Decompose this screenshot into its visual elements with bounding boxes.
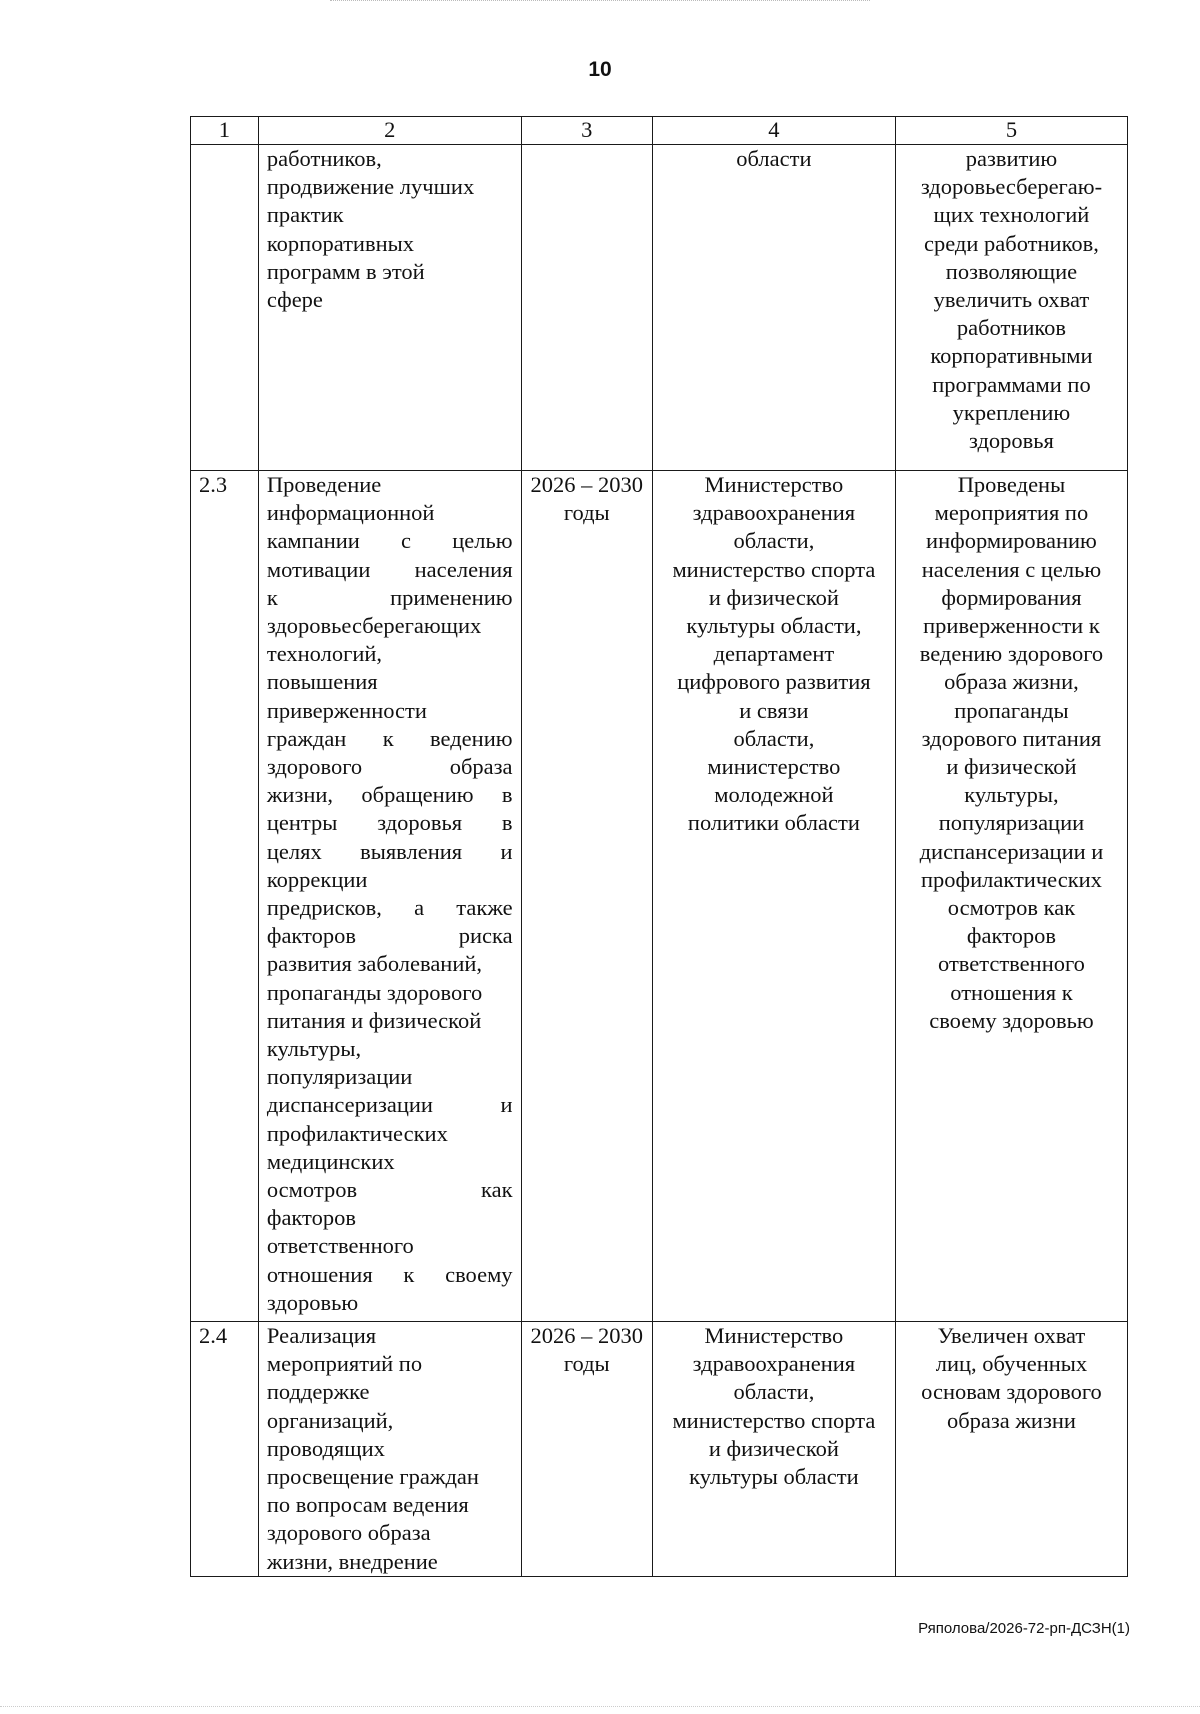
- cell-text-line: Министерство: [704, 1323, 844, 1348]
- cell-text-line: жизни, обращению в: [266, 782, 513, 808]
- expected-result: [895, 145, 1127, 471]
- cell-text-line: годы: [563, 1351, 610, 1377]
- cell-text-line: здоровья: [968, 428, 1054, 454]
- cell-text-line: повышения: [266, 669, 378, 695]
- cell-text-line: ответственного: [266, 1233, 414, 1259]
- cell-text-line: диспансеризации и: [919, 838, 1104, 864]
- cell-text-line: кампании с целью: [266, 528, 513, 554]
- measure-period: [521, 145, 652, 471]
- cell-text-line: 2026 – 2030: [530, 1323, 643, 1348]
- measure-description: [258, 1322, 521, 1577]
- cell-text-line: Проведены: [957, 472, 1066, 497]
- cell-text-line: практик: [266, 202, 344, 228]
- table-row-continued: [191, 145, 1128, 471]
- cell-text-line: культуры,: [964, 782, 1059, 808]
- table-header: [191, 117, 1128, 145]
- cell-text-line: предрисков, а также: [266, 895, 513, 921]
- cell-text-line: здорового питания: [921, 725, 1102, 751]
- header-col-4: 4: [652, 117, 895, 145]
- cell-text-line: укреплению: [952, 399, 1071, 425]
- scan-top-edge: [330, 0, 870, 3]
- cell-text-line: информированию: [926, 528, 1097, 554]
- header-col-1: 1: [191, 117, 259, 145]
- cell-text-line: корпоративными: [930, 343, 1093, 369]
- cell-text-line: здоровьесберегающих: [266, 613, 482, 639]
- cell-text-line: лиц, обученных: [935, 1351, 1088, 1377]
- table-row-2-4: [191, 1322, 1128, 1577]
- responsible-executors: [652, 471, 895, 1322]
- cell-text-line: Министерство: [704, 472, 844, 497]
- cell-text-line: сфере: [266, 287, 323, 313]
- cell-text-line: популяризации: [266, 1064, 413, 1090]
- cell-text-line: к применению: [266, 584, 513, 610]
- document-reference: Ряполова/2026-72-рп-ДСЗН(1): [918, 1620, 1130, 1637]
- cell-text-line: диспансеризации и: [266, 1092, 513, 1118]
- cell-text-line: Реализация: [266, 1323, 377, 1348]
- cell-text-line: проводящих: [266, 1435, 385, 1461]
- cell-text-line: Увеличен охват: [937, 1323, 1086, 1348]
- cell-text-line: работников,: [266, 146, 382, 171]
- expected-result: [895, 471, 1127, 1322]
- cell-text-line: технологий,: [266, 641, 383, 667]
- cell-text-line: просвещение граждан: [266, 1464, 479, 1490]
- cell-text-line: и физической: [708, 584, 839, 610]
- cell-text-line: факторов: [966, 923, 1057, 949]
- cell-text-line: граждан к ведению: [266, 725, 513, 751]
- cell-text-line: области,: [733, 1379, 815, 1405]
- measure-description: [258, 145, 521, 471]
- cell-text-line: здоровьесберегаю-: [920, 174, 1103, 200]
- cell-text-line: своему здоровью: [929, 1007, 1094, 1033]
- cell-text-line: основам здорового: [921, 1379, 1102, 1405]
- row-number: 2.4: [191, 1322, 259, 1577]
- cell-text-line: жизни, внедрение: [266, 1548, 438, 1574]
- cell-text-line: популяризации: [938, 810, 1085, 836]
- cell-text-line: образа жизни: [946, 1407, 1076, 1433]
- cell-text-line: профилактических: [266, 1120, 448, 1146]
- cell-text-line: щих технологий: [933, 202, 1090, 228]
- measure-period: [521, 471, 652, 1322]
- cell-text-line: ведению здорового: [919, 641, 1104, 667]
- measure-period: [521, 1322, 652, 1577]
- responsible-executors: [652, 1322, 895, 1577]
- table-row-2-3: [191, 471, 1128, 1322]
- cell-text-line: образа жизни,: [944, 669, 1079, 695]
- cell-text-line: области,: [733, 528, 815, 554]
- cell-text-line: корпоративных: [266, 230, 414, 256]
- cell-text-line: и связи: [739, 697, 809, 723]
- cell-text-line: факторов риска: [266, 923, 513, 949]
- cell-text-line: департамент: [713, 641, 835, 667]
- cell-text-line: приверженности к: [923, 613, 1100, 639]
- cell-text-line: по вопросам ведения: [266, 1492, 469, 1518]
- cell-text-line: мотивации населения: [266, 556, 513, 582]
- cell-text-line: профилактических: [920, 866, 1102, 892]
- cell-text-line: программами по: [932, 371, 1091, 397]
- cell-text-line: центры здоровья в: [266, 810, 513, 836]
- page-number: 10: [588, 58, 612, 81]
- cell-text-line: ответственного: [937, 951, 1085, 977]
- cell-text-line: области: [736, 146, 812, 171]
- cell-text-line: среди работников,: [924, 230, 1099, 256]
- responsible-executors: [652, 145, 895, 471]
- measures-table: [190, 116, 1128, 1577]
- cell-text-line: культуры,: [266, 1036, 362, 1062]
- cell-text-line: развитию: [965, 146, 1058, 171]
- row-number: [191, 145, 259, 471]
- cell-text-line: годы: [563, 500, 610, 526]
- cell-text-line: увеличить охват: [933, 287, 1090, 313]
- cell-text-line: приверженности: [266, 697, 427, 723]
- cell-text-line: осмотров как: [947, 895, 1076, 921]
- cell-text-line: осмотров как: [266, 1177, 513, 1203]
- cell-text-line: культуры области: [689, 1464, 859, 1490]
- cell-text-line: продвижение лучших: [266, 174, 475, 200]
- header-row: [191, 117, 1128, 145]
- header-col-3: 3: [521, 117, 652, 145]
- cell-text-line: здоровью: [266, 1289, 359, 1315]
- row-number: 2.3: [191, 471, 259, 1322]
- cell-text-line: здравоохранения: [692, 1351, 856, 1377]
- cell-text-line: и физической: [946, 754, 1077, 780]
- cell-text-line: организаций,: [266, 1407, 394, 1433]
- cell-text-line: здорового образа: [266, 1520, 431, 1546]
- cell-text-line: коррекции: [266, 866, 368, 892]
- cell-text-line: 2026 – 2030: [530, 472, 643, 497]
- cell-text-line: здорового образа: [266, 754, 513, 780]
- cell-text-line: министерство: [707, 754, 841, 780]
- cell-text-line: работников: [956, 315, 1067, 341]
- cell-text-line: Проведение: [266, 472, 382, 497]
- cell-text-line: позволяющие: [945, 258, 1078, 284]
- cell-text-line: пропаганды: [954, 697, 1069, 723]
- cell-text-line: факторов: [266, 1205, 356, 1231]
- cell-text-line: министерство спорта: [672, 556, 876, 582]
- cell-text-line: программ в этой: [266, 258, 425, 284]
- cell-text-line: министерство спорта: [672, 1407, 876, 1433]
- cell-text-line: молодежной: [714, 782, 834, 808]
- cell-text-line: культуры области,: [686, 613, 862, 639]
- cell-text-line: развития заболеваний,: [266, 951, 483, 977]
- expected-result: [895, 1322, 1127, 1577]
- cell-text-line: политики области: [687, 810, 860, 836]
- cell-text-line: информационной: [266, 500, 435, 526]
- cell-text-line: населения с целью: [921, 556, 1102, 582]
- cell-text-line: мероприятия по: [934, 500, 1089, 526]
- cell-text-line: формирования: [941, 584, 1082, 610]
- header-col-5: 5: [895, 117, 1127, 145]
- header-col-2: 2: [258, 117, 521, 145]
- cell-text-line: и физической: [708, 1435, 839, 1461]
- cell-text-line: пропаганды здорового: [266, 979, 483, 1005]
- measure-description: [258, 471, 521, 1322]
- cell-text-line: отношения к своему: [266, 1261, 513, 1287]
- cell-text-line: цифрового развития: [677, 669, 871, 695]
- cell-text-line: отношения к: [950, 979, 1073, 1005]
- cell-text-line: целях выявления и: [266, 838, 513, 864]
- table-body: [191, 145, 1128, 1577]
- scan-bottom-edge: [0, 1706, 1200, 1709]
- cell-text-line: поддержке: [266, 1379, 370, 1405]
- cell-text-line: питания и физической: [266, 1007, 482, 1033]
- cell-text-line: здравоохранения: [692, 500, 856, 526]
- cell-text-line: медицинских: [266, 1148, 395, 1174]
- cell-text-line: области,: [733, 725, 815, 751]
- cell-text-line: мероприятий по: [266, 1351, 423, 1377]
